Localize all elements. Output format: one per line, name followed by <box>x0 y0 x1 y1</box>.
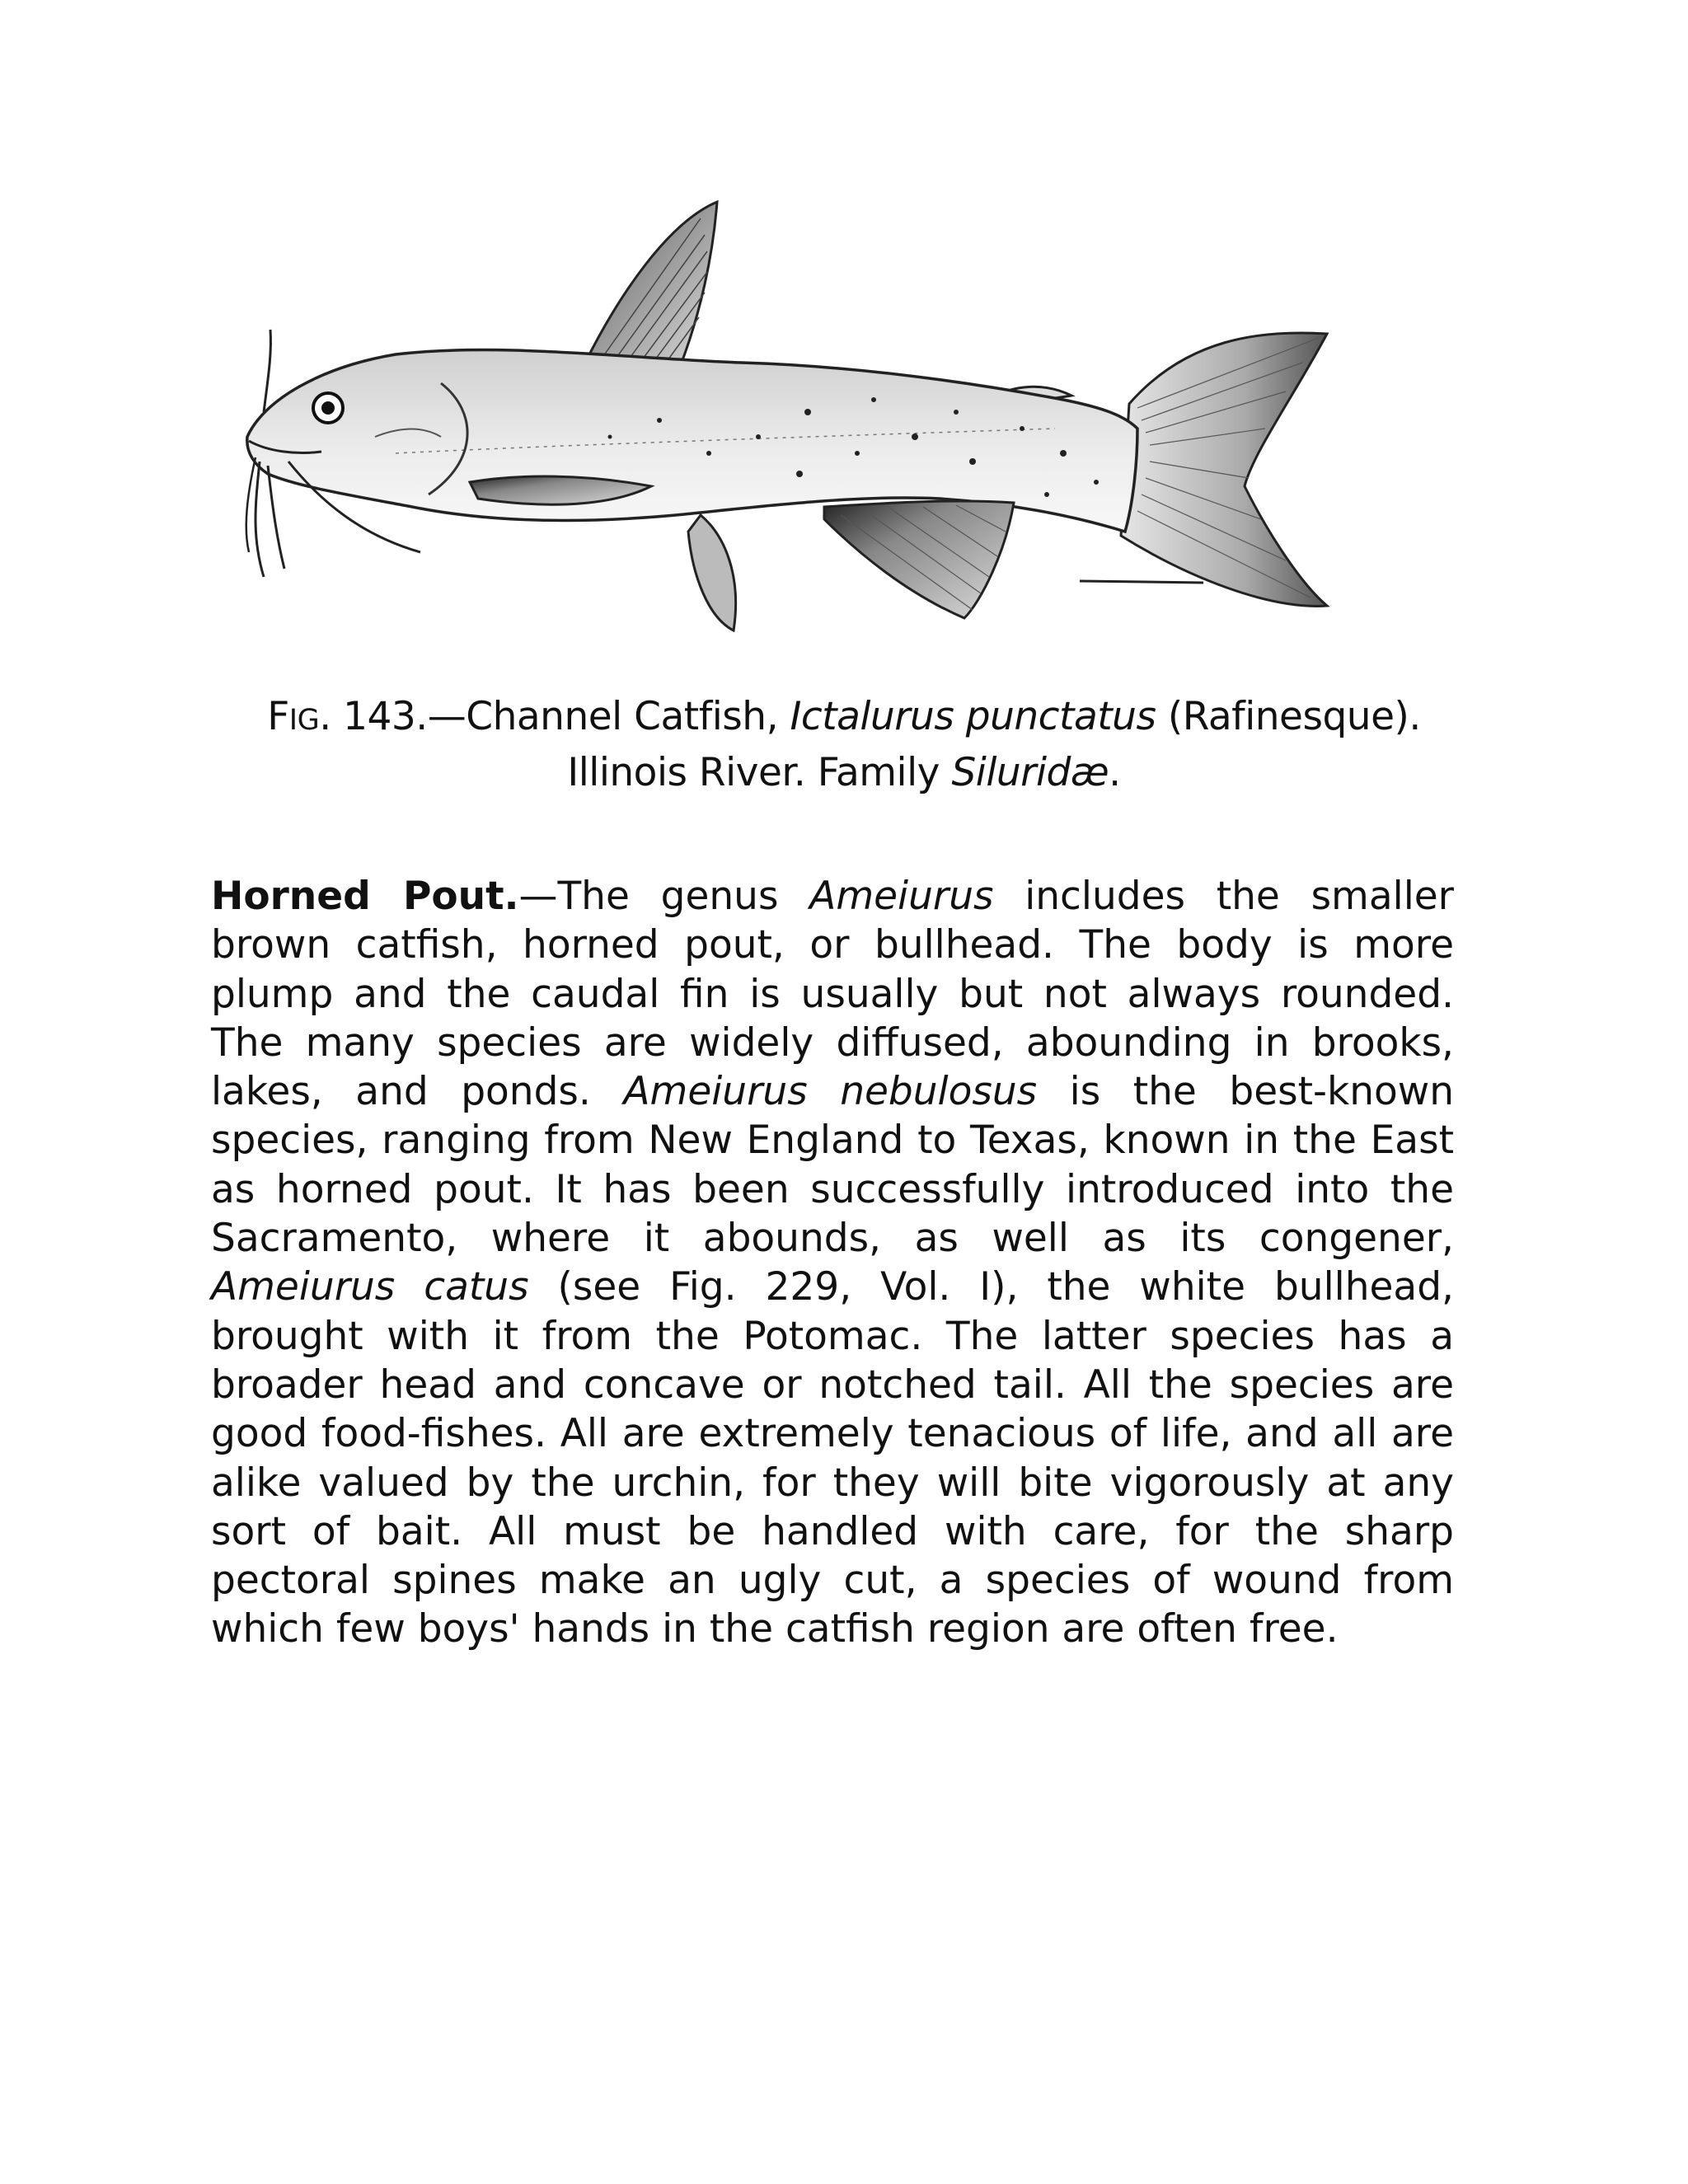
caption-authority: (Rafinesque). <box>1156 694 1421 739</box>
catfish-figure <box>231 190 1451 676</box>
caption-line2-suffix: . <box>1109 750 1121 795</box>
paragraph-italic-3: Ameiurus catus <box>211 1264 529 1310</box>
figure-caption <box>165 691 1523 799</box>
caption-fig-number: . 143.—Channel Catfish, <box>319 694 790 739</box>
paragraph-italic-1: Ameiurus <box>809 874 994 919</box>
caption-line2-prefix: Illinois River. Family <box>567 750 952 795</box>
caption-line-1 <box>165 691 1523 747</box>
paragraph-text-1: —The genus <box>518 874 810 919</box>
paragraph-italic-2: Ameiurus nebulosus <box>623 1069 1038 1115</box>
channel-catfish-illustration <box>231 190 1451 676</box>
caption-family: Siluridæ <box>951 750 1109 795</box>
caption-line-2 <box>165 747 1523 799</box>
caption-fig-prefix-big: F <box>267 694 289 739</box>
body-paragraph <box>211 872 1454 1654</box>
paragraph-text-4: (see Fig. 229, Vol. I), the white bullhead, brought with it from the Potomac. The latter species has a broader head and concave or notched tail. All the species are good food-fishes. All are extremely tenacious of life, and all are alike valued by the urchin, for they will bite vigorously at any sort of bait. All must be handled with care, for the sharp pectoral spines make an ugly cut, a species of wound from which few boys' hands in the catfish region are often free. <box>211 1264 1454 1652</box>
paragraph-text-3: is the best-known species, ranging from New England to Texas, known in the East as horned pout. It has been successfully introduced into the Sacramento, where it abounds, as well as its congener, <box>211 1069 1454 1262</box>
section-heading: Horned Pout. <box>211 874 519 919</box>
caption-species: Ictalurus punctatus <box>790 694 1156 739</box>
caption-fig-prefix-small: IG <box>288 704 320 737</box>
paragraph-text-2: includes the smaller brown catfish, horned pout, or bullhead. The body is more plump and the caudal fin is usually but not always rounded. The many species are widely diffused, abounding in brooks, lakes, and ponds. <box>211 874 1455 1115</box>
